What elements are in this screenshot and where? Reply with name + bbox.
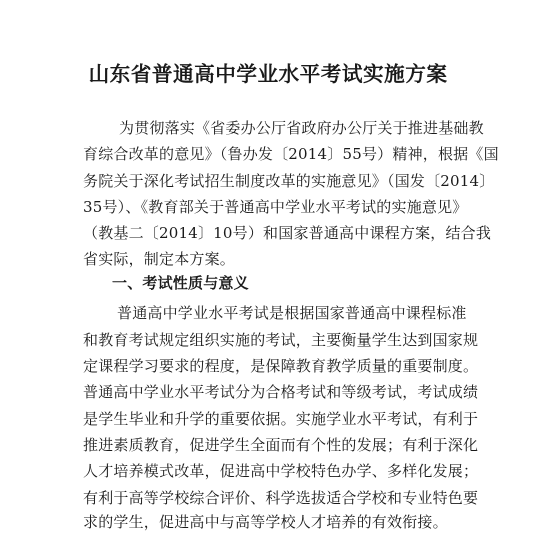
- section-line-6: 推进素质教育，促进学生全面而有个性的发展；有利于深化: [83, 436, 479, 454]
- intro-line-4: 35号）、《教育部关于普通高中学业水平考试的实施意见》: [83, 198, 468, 216]
- intro-line-2: 育综合改革的意见》（鲁办发〔2014〕55号）精神，根据《国: [83, 145, 499, 163]
- intro-line-3: 务院关于深化考试招生制度改革的实施意见》（国发〔2014〕: [83, 172, 495, 190]
- section-line-3: 定课程学习要求的程度，是保障教育教学质量的重要制度。: [83, 357, 479, 375]
- section-heading: 一、考试性质与意义: [112, 274, 249, 292]
- section-line-9: 求的学生，促进高中与高等学校人才培养的有效衔接。: [83, 513, 448, 531]
- section-line-1: 普通高中学业水平考试是根据国家普通高中课程标准: [117, 304, 467, 322]
- section-line-7: 人才培养模式改革，促进高中学校特色办学、多样化发展；: [83, 462, 479, 480]
- intro-line-1: 为贯彻落实《省委办公厅省政府办公厅关于推进基础教: [119, 119, 484, 137]
- section-line-4: 普通高中学业水平考试分为合格考试和等级考试，考试成绩: [83, 383, 479, 401]
- intro-line-6: 省实际，制定本方案。: [83, 250, 236, 268]
- section-line-8: 有利于高等学校综合评价、科学选拔适合学校和专业特色要: [83, 489, 479, 507]
- section-line-2: 和教育考试规定组织实施的考试，主要衡量学生达到国家规: [83, 331, 479, 349]
- section-line-5: 是学生毕业和升学的重要依据。实施学业水平考试，有利于: [83, 410, 479, 428]
- document-title: 山东省普通高中学业水平考试实施方案: [88, 62, 448, 86]
- intro-line-5: （教基二〔2014〕10号）和国家普通高中课程方案，结合我: [83, 224, 492, 242]
